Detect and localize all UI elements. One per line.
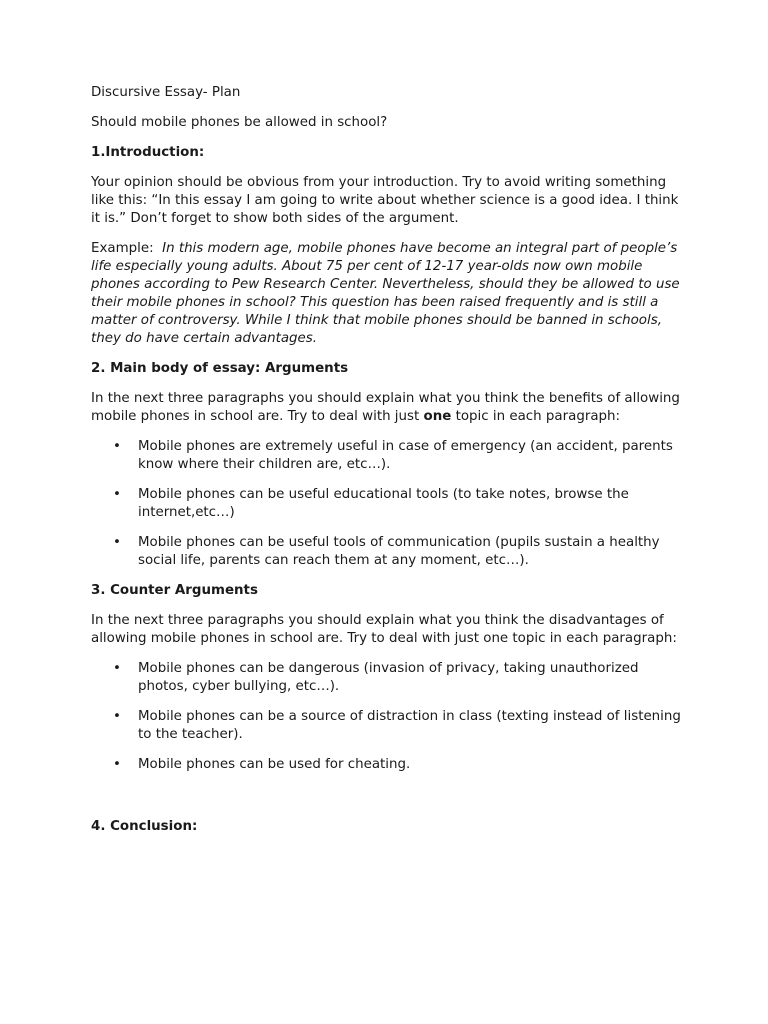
list-item xyxy=(91,708,691,744)
document-title: Discursive Essay- Plan xyxy=(91,85,241,100)
bullet-icon: • xyxy=(113,439,121,454)
list-item-text: Mobile phones are extremely useful in case of emergency (an accident, parents know where their children are, etc…). xyxy=(138,439,673,472)
example-label: Example: xyxy=(91,241,154,256)
bullet-icon: • xyxy=(113,709,121,724)
counter-arguments-heading: 3. Counter Arguments xyxy=(91,583,258,598)
list-item-text: Mobile phones can be useful educational tools (to take notes, browse the internet,etc…) xyxy=(138,487,629,520)
list-item xyxy=(91,660,691,696)
main-body-heading: 2. Main body of essay: Arguments xyxy=(91,361,349,376)
list-item xyxy=(91,534,691,570)
bullet-icon: • xyxy=(113,661,121,676)
bullet-icon: • xyxy=(113,757,121,772)
conclusion-heading: 4. Conclusion: xyxy=(91,819,198,834)
counter-arguments-list xyxy=(91,660,691,774)
main-body-text-after: topic in each paragraph: xyxy=(455,409,621,424)
list-item-text: Mobile phones can be a source of distraction in class (texting instead of listening to the teacher). xyxy=(138,709,681,742)
list-item-text: Mobile phones can be dangerous (invasion of privacy, taking unauthorized photos, cyber bullying, etc…). xyxy=(138,661,639,694)
main-body-text-bold: one xyxy=(423,409,452,424)
introduction-example xyxy=(91,240,691,348)
bullet-icon: • xyxy=(113,535,121,550)
bullet-icon: • xyxy=(113,487,121,502)
introduction-text: Your opinion should be obvious from your introduction. Try to avoid writing something like this: “In this essay I am going to write about whether science is a good idea. I think it is.” Don’t forget to show both sides of the argument. xyxy=(91,175,679,226)
counter-arguments-text: In the next three paragraphs you should explain what you think the disadvantages of allowing mobile phones in school are. Try to deal with just one topic in each paragraph: xyxy=(91,613,677,646)
arguments-list xyxy=(91,438,691,570)
list-item xyxy=(91,756,691,774)
essay-question: Should mobile phones be allowed in school? xyxy=(91,115,388,130)
example-text: In this modern age, mobile phones have become an integral part of people’s life especially young adults. About 75 per cent of 12-17 year-olds now own mobile phones according to Pew Research Center. Nevertheless, should they be allowed to use their mobile phones in school? This question has been raised frequently and is still a matter of controversy. While I think that mobile phones should be banned in schools, they do have certain advantages. xyxy=(91,241,680,346)
list-item xyxy=(91,486,691,522)
main-body-text xyxy=(91,390,691,426)
section-spacer xyxy=(91,786,691,818)
main-body-text-before: In the next three paragraphs you should explain what you think the benefits of allowing mobile phones in school are. Try to deal with just xyxy=(91,391,680,424)
introduction-heading: 1.Introduction: xyxy=(91,145,205,160)
list-item-text: Mobile phones can be used for cheating. xyxy=(138,757,411,772)
list-item xyxy=(91,438,691,474)
list-item-text: Mobile phones can be useful tools of communication (pupils sustain a healthy social life, parents can reach them at any moment, etc…). xyxy=(138,535,660,568)
document-page xyxy=(91,84,691,848)
